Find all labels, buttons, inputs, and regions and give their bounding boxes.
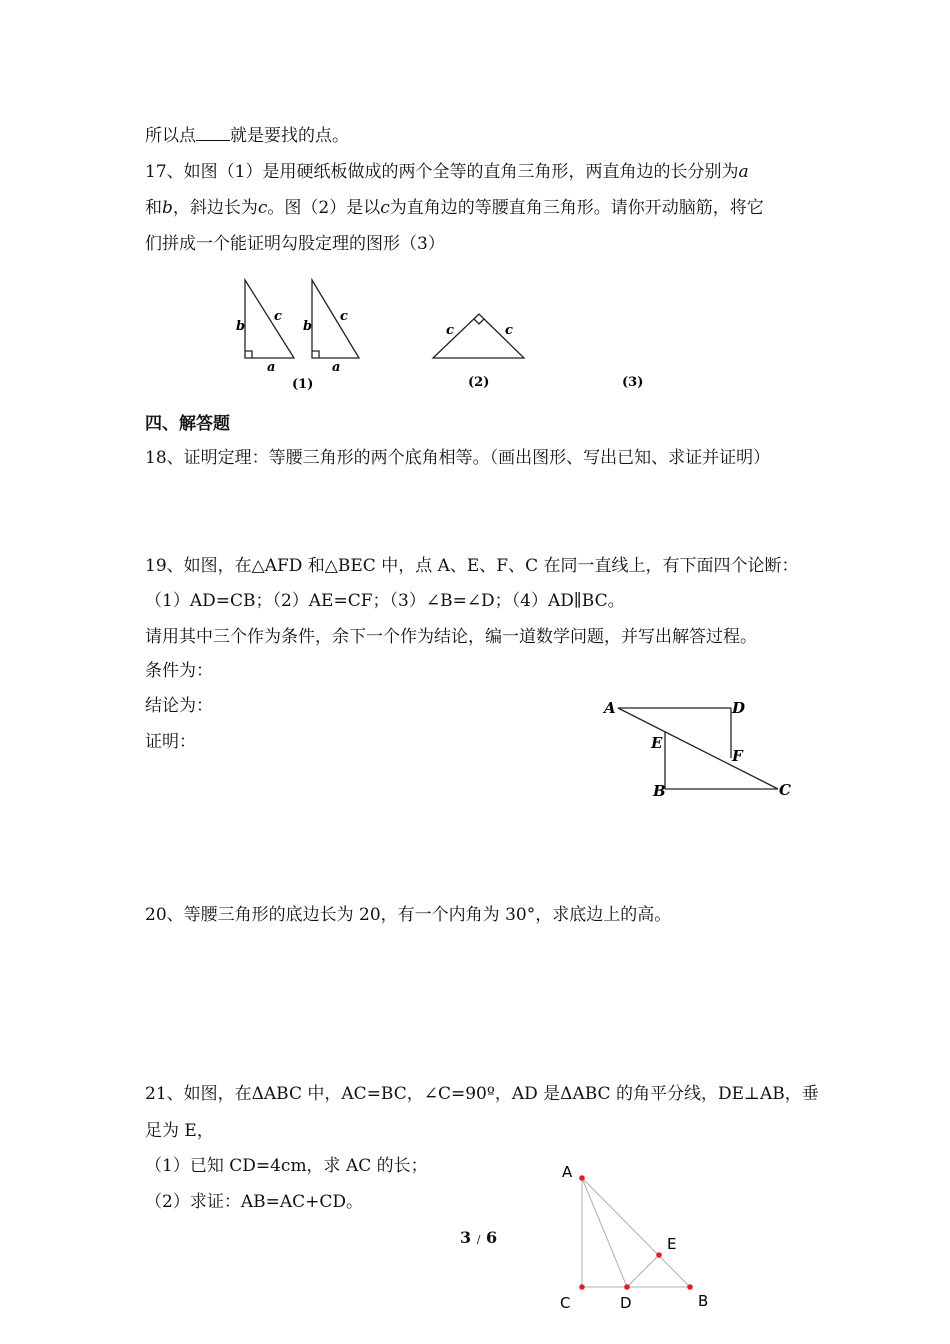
q17-figure [225,272,665,397]
var-c: c [257,198,268,218]
section-heading: 四、解答题 [145,414,230,434]
caption-2: (2) [468,375,490,390]
q17-text: 和 [145,198,162,218]
q19-line3: 请用其中三个作为条件，余下一个作为结论，编一道数学问题，并写出解答过程。 [145,627,757,647]
q17-text: 17、如图（1）是用硬纸板做成的两个全等的直角三角形，两直角边的长分别为 [145,162,739,182]
q19-line2: （1）AD=CB；（2）AE=CF；（3）∠B=∠D；（4）AD∥BC。 [145,591,625,611]
point-e-label: E [651,734,663,752]
q17-line3 [145,232,445,256]
q21-line2: 足为 E， [145,1121,214,1141]
q17-text: 为直角边的等腰直角三角形。请你开动脑筋，将它 [389,198,764,218]
q21-line3: （1）已知 CD=4cm，求 AC 的长； [145,1156,428,1176]
right-triangle-1 [245,280,294,358]
segment-ac [618,708,778,789]
q17-line1 [145,160,749,184]
q17-line2 [145,196,764,220]
q21-line4: （2）求证：AB=AC+CD。 [145,1192,363,1212]
var-b: b [162,198,173,218]
label-a: a [332,360,341,375]
point-d-label: D [732,699,746,717]
label-c: c [446,323,454,338]
point-c-label: C [779,781,791,799]
point-e-label: E [667,1235,677,1253]
right-triangle-2 [312,280,359,358]
point-c-label: C [560,1294,571,1312]
label-b: b [236,319,246,334]
label-b: b [303,319,313,334]
q19-figure [598,694,808,804]
q20-text: 20、等腰三角形的底边长为 20，有一个内角为 30°，求底边上的高。 [145,905,672,925]
label-c: c [274,309,282,324]
q21-figure [555,1158,720,1318]
caption-3: (3) [622,375,644,390]
q19-line1: 19、如图，在△AFD 和△BEC 中，点 A、E、F、C 在同一直线上，有下面四个论断： [145,556,799,576]
q17-text: 们拼成一个能证明勾股定理的图形（3） [145,234,445,254]
label-c: c [340,309,348,324]
right-angle-mark [474,319,484,324]
answer-blank[interactable] [196,126,230,141]
q16-tail [145,124,349,148]
point-b-label: B [653,782,666,800]
page-current: 3 [460,1228,472,1247]
var-a: a [738,162,749,182]
page-separator: / [476,1233,481,1246]
page-number [460,1228,497,1247]
point-b [687,1284,693,1290]
point-d [624,1284,630,1290]
q19-conclusion: 结论为： [145,696,213,716]
segment-de [627,1255,659,1287]
caption-1: (1) [292,377,314,392]
q16-text-before: 所以点 [145,126,196,146]
right-angle-mark [312,351,319,358]
segment-ab [582,1178,690,1287]
var-c: c [380,198,390,218]
point-a [579,1175,585,1181]
q16-text-after: 就是要找的点。 [230,126,349,146]
q18-text: 18、证明定理：等腰三角形的两个底角相等。（画出图形、写出已知、求证并证明） [145,448,771,468]
point-d-label: D [620,1294,632,1312]
segment-ad [582,1178,627,1287]
q17-text: 。图（2）是以 [267,198,381,218]
label-a: a [267,360,276,375]
right-angle-mark [245,351,252,358]
label-c: c [505,323,513,338]
page-total: 6 [486,1228,498,1247]
q19-condition: 条件为： [145,661,213,681]
q17-text: ，斜边长为 [172,198,258,218]
point-f-label: F [732,747,743,765]
point-b-label: B [698,1292,709,1310]
q21-line1: 21、如图，在ΔABC 中，AC=BC，∠C=90º，AD 是ΔABC 的角平分线，DE⊥AB，垂 [145,1084,819,1104]
q19-proof: 证明： [145,732,196,752]
point-a-label: A [604,699,616,717]
point-c [579,1284,585,1290]
point-a-label: A [562,1163,573,1181]
point-e [656,1252,662,1258]
